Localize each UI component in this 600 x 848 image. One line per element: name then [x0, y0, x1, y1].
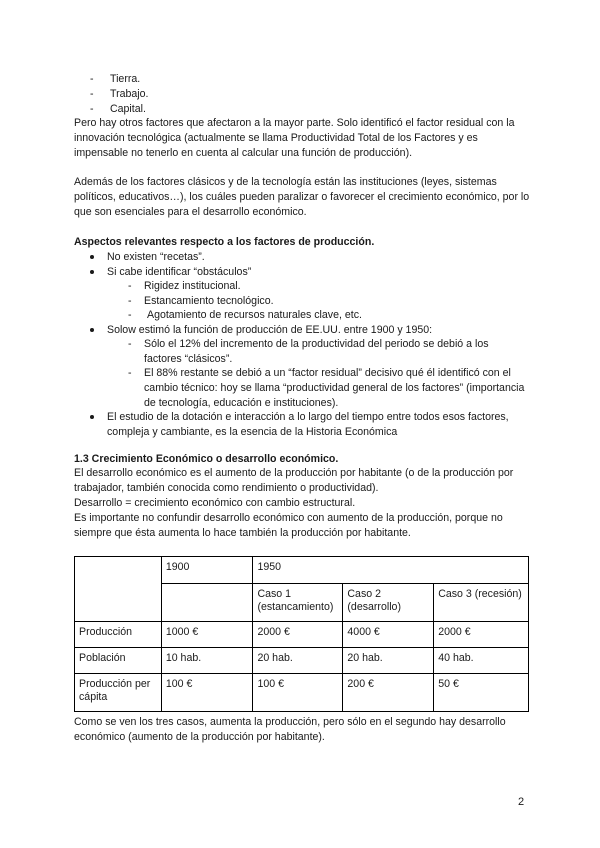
table-header-cell: 1900: [161, 557, 253, 584]
comparison-table: [74, 556, 529, 712]
page-number: 2: [518, 796, 525, 808]
table-cell: 10 hab.: [161, 648, 253, 674]
list-item-text: Estancamiento tecnológico.: [144, 295, 274, 307]
list-item-text: Agotamiento de recursos naturales clave, etc.: [147, 309, 362, 321]
table-cell: 2000 €: [434, 622, 529, 648]
table-header-cell: 1950: [253, 557, 529, 584]
table-row-label: Producción: [75, 622, 162, 648]
list-item-text: Capital.: [110, 103, 146, 115]
list-item-text: El estudio de la dotación e interacción a lo largo del tiempo entre todos esos factores, compleja y cambiante, es la esencia de la Historia Económica: [107, 411, 509, 438]
section-heading: 1.3 Crecimiento Económico o desarrollo económico.: [74, 453, 339, 465]
paragraph: Es importante no confundir desarrollo económico con aumento de la producción, porque no siempre que ésta aumenta lo hace también la producción por habitante.: [74, 512, 503, 539]
list-item-text: No existen “recetas”.: [107, 251, 205, 263]
bullet-icon: [90, 255, 94, 259]
list-item-text: Trabajo.: [110, 88, 149, 100]
list-item-text: Si cabe identificar “obstáculos”: [107, 266, 252, 278]
table-row-label: Población: [75, 648, 162, 674]
paragraph: Además de los factores clásicos y de la tecnología están las instituciones (leyes, sistemas políticos, educativos…), los cuáles pueden paralizar o favorecer el crecimiento económico, por lo que son esenciales para el desarrollo económico.: [74, 176, 530, 218]
table-header-cell: Caso 1 (estancamiento): [253, 584, 343, 622]
table-row: [75, 648, 529, 674]
table-cell: 40 hab.: [434, 648, 529, 674]
document-page: - Tierra. - Trabajo. - Capital. Pero hay otros factores que afectaron a la mayor parte. Solo identificó el factor residual con la innovación tecnológica (actualmente se llama Productividad Total de los Factores y es impensable no tenerlo en cuenta al calcular una función de producción). Además de los factores clásicos y de la tecnología están las instituciones (leyes, sistemas políticos, educativos…), los cuáles pueden paralizar o favorecer el crecimiento económico, por lo que son esenciales para el desarrollo económico. Aspectos relevantes respecto a los factores de producción. No existen “recetas”. Si cabe identificar “obstáculos” - Rigidez institucional. - Estancamiento tecnológico. - Agotamiento de recursos naturales clave, etc. Solow estimó la función de producción de EE.UU. entre 1900 y 1950: - Sólo el 12% del incremento de la productividad del periodo se debió a los factores “clásicos”. - El 88% restante se debió a un “factor residual” decisivo qué él identificó con el cambio técnico: hoy se llama “productividad general de los factores” (importancia de tecnología, educación e instituciones). El estudio de la dotación e interacción a lo largo del tiempo entre todos esos factores, compleja y cambiante, es la esencia de la Historia Económica 1.3 Crecimiento Económico o desarrollo económico. El desarrollo económico es el aumento de la producción por habitante (o de la producción por trabajador, también conocida como rendimiento o productividad). Desarrollo = crecimiento económico con cambio estructural. Es importante no confundir desarrollo económico con aumento de la producción, porque no siempre que ésta aumenta lo hace también la producción por habitante. 1900 1950 Caso 1 (estancamiento) Caso 2 (desarrollo) Caso 3 (recesión) Producción 1000 € 2000 € 4000 € 2000 € Población 10 hab. 20 hab. 20 hab. 40 hab. Producción per cápita 100 € 100 € 200 € 50 € Como se ven los tres casos, aumenta la producción, pero sólo en el segundo hay desarrollo económico (aumento de la producción por habitante). 2: [0, 0, 600, 848]
table-cell: 100 €: [253, 674, 343, 712]
bullet-icon: [90, 415, 94, 419]
paragraph: Como se ven los tres casos, aumenta la producción, pero sólo en el segundo hay desarrollo económico (aumento de la producción por habitante).: [74, 716, 506, 743]
table-cell: 20 hab.: [253, 648, 343, 674]
table-cell: 200 €: [343, 674, 434, 712]
table-cell: 4000 €: [343, 622, 434, 648]
paragraph: Desarrollo = crecimiento económico con cambio estructural.: [74, 497, 356, 509]
table-cell: 100 €: [161, 674, 253, 712]
table-cell: 2000 €: [253, 622, 343, 648]
list-item-text: Rigidez institucional.: [144, 280, 241, 292]
section-heading: Aspectos relevantes respecto a los factores de producción.: [74, 236, 375, 248]
table-header-cell: Caso 3 (recesión): [434, 584, 529, 622]
table-row: [75, 674, 529, 712]
paragraph: Pero hay otros factores que afectaron a la mayor parte. Solo identificó el factor residual con la innovación tecnológica (actualmente se llama Productividad Total de los Factores y es impensable no tenerlo en cuenta al calcular una función de producción).: [74, 117, 515, 159]
paragraph: El desarrollo económico es el aumento de la producción por habitante (o de la producción por trabajador, también conocida como rendimiento o productividad).: [74, 467, 514, 494]
list-item-text: Tierra.: [110, 73, 141, 85]
table-cell: 1000 €: [161, 622, 253, 648]
list-item-text: El 88% restante se debió a un “factor residual” decisivo qué él identificó con el cambio técnico: hoy se llama “productividad general de los factores” (importancia de tecnología, educación e instituciones).: [144, 367, 525, 409]
bullet-icon: [90, 270, 94, 274]
bullet-icon: [90, 328, 94, 332]
table-cell: [75, 557, 162, 622]
table-row-label: Producción per cápita: [75, 674, 162, 712]
list-item-text: Solow estimó la función de producción de EE.UU. entre 1900 y 1950:: [107, 324, 433, 336]
table-header-row: [75, 557, 529, 584]
list-item-text: Sólo el 12% del incremento de la productividad del periodo se debió a los factores “clásicos”.: [144, 338, 489, 365]
table-cell: 20 hab.: [343, 648, 434, 674]
table-cell: 50 €: [434, 674, 529, 712]
table-cell: [161, 584, 253, 622]
table-header-cell: Caso 2 (desarrollo): [343, 584, 434, 622]
table-row: [75, 622, 529, 648]
